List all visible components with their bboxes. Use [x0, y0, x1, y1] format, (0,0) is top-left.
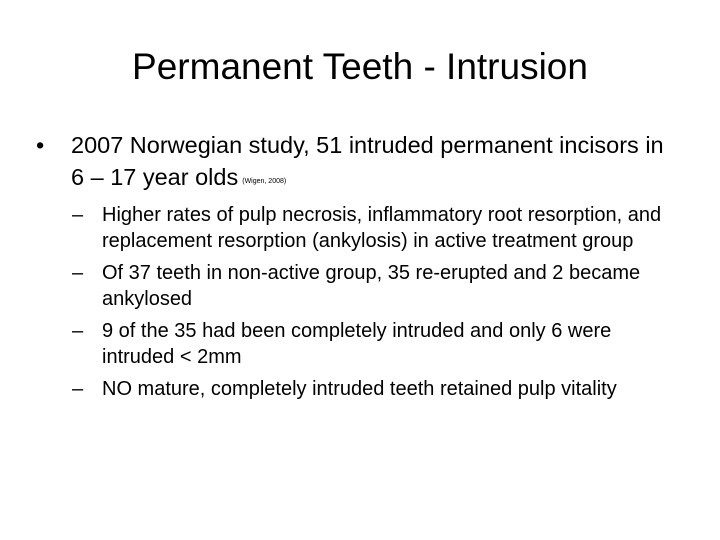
bullet-marker: • [36, 132, 45, 158]
sub-bullet-text: 9 of the 35 had been completely intruded and only 6 were intruded < 2mm [102, 320, 612, 368]
citation: (Wigen, 2008) [242, 178, 287, 185]
main-bullet-text-wrapper [71, 129, 676, 198]
dash-marker: – [72, 378, 84, 400]
sub-bullet [72, 260, 672, 312]
dash-marker: – [72, 320, 84, 342]
sub-bullet-list [72, 202, 672, 408]
sub-bullet [72, 376, 672, 402]
dash-marker: – [72, 204, 84, 226]
slide-title: Permanent Teeth - Intrusion [132, 46, 588, 87]
sub-bullet-text: NO mature, completely intruded teeth retained pulp vitality [102, 378, 617, 400]
main-bullet-text: 2007 Norwegian study, 51 intruded permanent incisors in 6 – 17 year olds [71, 132, 664, 190]
sub-bullet-text: Higher rates of pulp necrosis, inflammatory root resorption, and replacement resorption (ankylosis) in active treatment group [102, 204, 662, 252]
sub-bullet-text: Of 37 teeth in non-active group, 35 re-erupted and 2 became ankylosed [102, 262, 641, 310]
main-bullet [36, 129, 676, 198]
sub-bullet [72, 318, 672, 370]
dash-marker: – [72, 262, 84, 284]
sub-bullet [72, 202, 672, 254]
